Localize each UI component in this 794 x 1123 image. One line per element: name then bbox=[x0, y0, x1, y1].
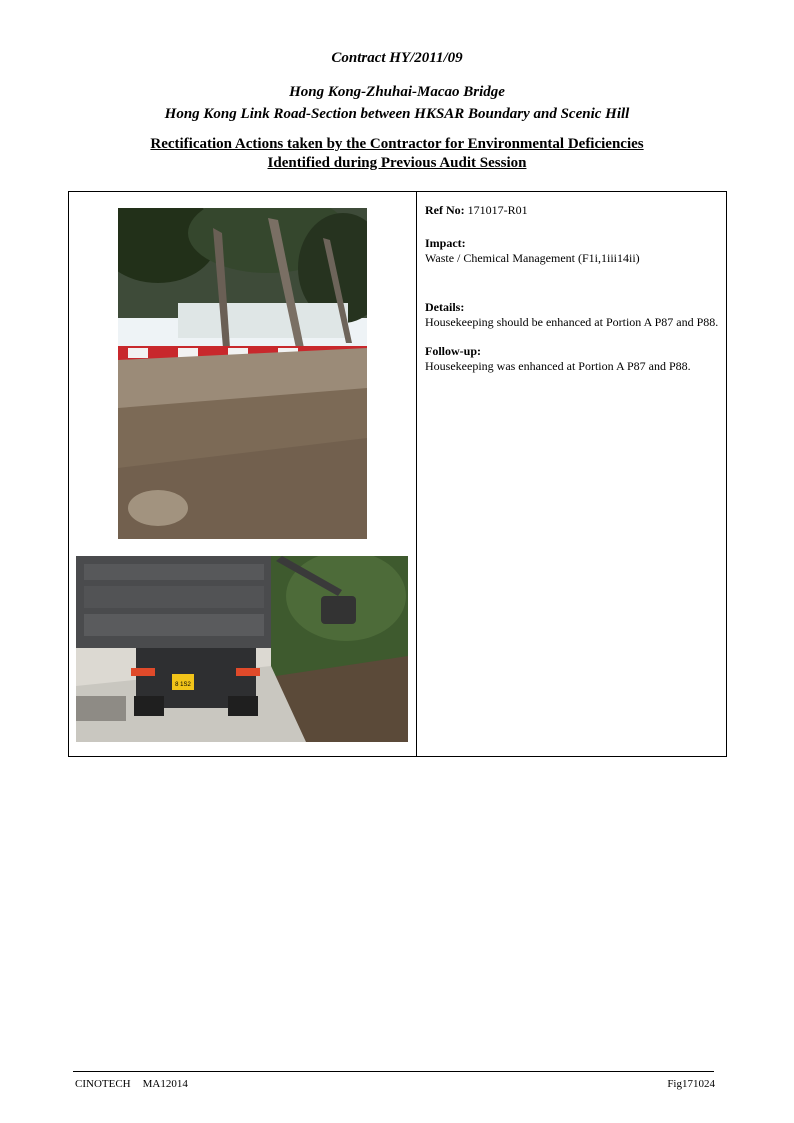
site-photo-drawing bbox=[118, 208, 367, 539]
truck-tail-light bbox=[236, 668, 260, 676]
roadside-rubble bbox=[76, 696, 126, 721]
truck-body-panel bbox=[84, 614, 264, 636]
followup-value: Housekeeping was enhanced at Portion A P87 and P88. bbox=[425, 359, 691, 373]
barrier-stripe bbox=[128, 348, 148, 358]
ref-label: Ref No: bbox=[425, 203, 465, 217]
footer-doc-code: MA12014 bbox=[142, 1078, 188, 1090]
licence-plate-text: 8 1S2 bbox=[175, 682, 191, 688]
excavator-bucket bbox=[321, 596, 356, 624]
ref-row bbox=[425, 203, 725, 218]
document-title-line-2: Identified during Previous Audit Session bbox=[267, 155, 527, 171]
truck-photo-drawing bbox=[76, 556, 408, 742]
truck-wheel bbox=[228, 696, 258, 716]
truck-wheel bbox=[134, 696, 164, 716]
document-title-line-1: Rectification Actions taken by the Contractor for Environmental Deficiencies bbox=[150, 136, 644, 152]
impact-value: Waste / Chemical Management (F1i,1iii14ii) bbox=[425, 251, 640, 265]
rectification-record-table bbox=[68, 191, 727, 757]
site-photo-housekeeping bbox=[118, 208, 367, 539]
footer-company: CINOTECH bbox=[75, 1078, 131, 1090]
details-value: Housekeeping should be enhanced at Portion A P87 and P88. bbox=[425, 315, 719, 329]
column-divider bbox=[416, 192, 417, 756]
project-name-line-1: Hong Kong-Zhuhai-Macao Bridge bbox=[289, 84, 505, 100]
record-details bbox=[425, 203, 725, 374]
details-label: Details: bbox=[425, 300, 465, 314]
rubble bbox=[128, 490, 188, 526]
ref-value: 171017-R01 bbox=[467, 203, 528, 217]
truck-body-panel bbox=[84, 586, 264, 608]
followup-label: Follow-up: bbox=[425, 344, 482, 358]
footer-fig-code: Fig171024 bbox=[667, 1078, 715, 1090]
truck-photo-waste-removal bbox=[76, 556, 408, 742]
truck-body-panel bbox=[84, 564, 264, 580]
truck-tail-light bbox=[131, 668, 155, 676]
impact-label: Impact: bbox=[425, 236, 466, 250]
footer-rule bbox=[73, 1071, 714, 1072]
project-name-line-2: Hong Kong Link Road-Section between HKSAR Boundary and Scenic Hill bbox=[164, 106, 630, 122]
sky-gap bbox=[178, 303, 348, 338]
contract-number: Contract HY/2011/09 bbox=[331, 50, 463, 66]
footer-left bbox=[75, 1078, 188, 1090]
